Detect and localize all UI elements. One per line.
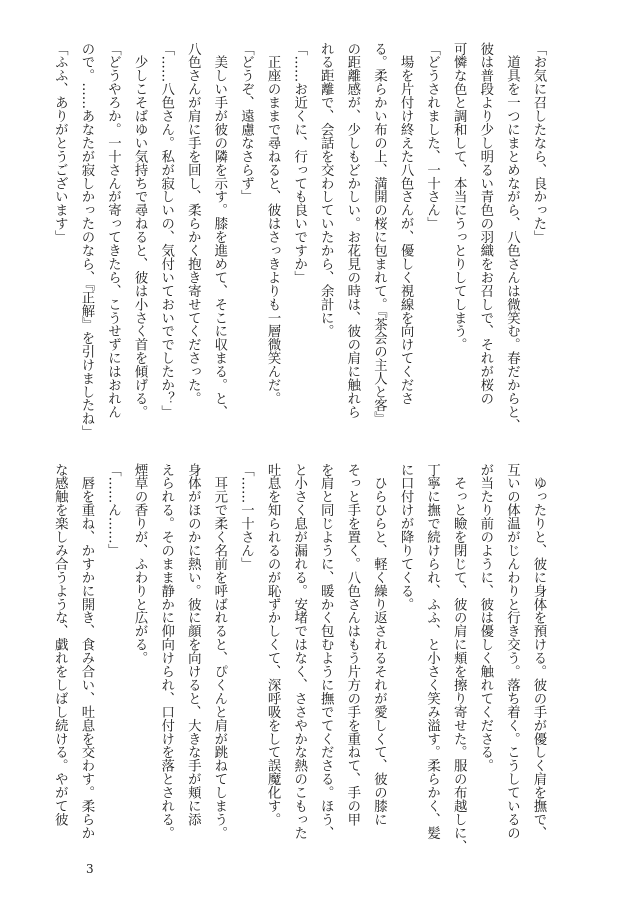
page-number: 3 [86,862,94,876]
text-line: 道具を一つにまとめながら、八色さんは微笑む。春だからと、 [504,42,520,433]
text-line: の距離感が、少しもどかしい。お花見の時は、彼の肩に触れら [344,42,360,419]
text-line: 可憐な色と調和して、本当にうっとりしてしまう。 [451,42,467,352]
text-line: 「ふふ、ありがとうございます」 [52,42,68,244]
text-line: と小さく息が漏れる。安堵ではなく、ささやかな熱のこもった [291,463,307,840]
text-block-lower [52,463,551,854]
text-line: 美しい手が彼の隣を示す。膝を進めて、そこに収まる。と、 [211,42,227,419]
text-line: れる距離で、会話を交わしていたから、余計に。 [318,42,334,338]
text-line: 唇を重ね、かすかに開き、食み合い、吐息を交わす。柔らか [78,463,94,840]
text-line: 「どうやろか。一十さんが寄ってきたら、こうせずにはおれん [105,42,121,419]
text-block-upper [52,42,551,439]
text-line: を肩と同じように、暖かく包むように撫でてくださる。ほう、 [318,463,334,840]
text-line: 少しこそばゆい気持ちで尋ねると、彼は小さく首を傾げる。 [132,42,148,419]
text-line: 「どうぞ、遠慮なさらず」 [238,42,254,204]
text-line: 身体がほのかに熱い。彼に顔を向けると、大きな手が頬に添 [185,463,201,827]
text-line: 丁寧に撫で続けられ、ふふ、と小さく笑み溢す。柔らかく、髪 [424,463,440,840]
text-line: 互いの体温がじんわりと行き交う。落ち着く。こうしているの [504,463,520,840]
text-line: な感触を楽しみ合うような、戯れをしばし続ける。やがて彼 [52,463,68,827]
text-line: 「お気に召したなら、良かった」 [531,42,546,244]
text-line: 場を片付け終えた八色さんが、優しく視線を向けてくださ [398,42,414,406]
text-line: ので。……あなたが寂しかったのなら、『正解』を引けましたね」 [78,42,94,439]
text-line: 「……八色さん。私が寂しいの、気付いておいででしたか？」 [158,42,174,419]
text-line: えられる。そのまま静かに仰向けられ、口付けを落とされる。 [158,463,174,840]
text-line: に口付けが降りてくる。 [398,463,414,611]
text-line: 「……お近くに、行っても良いですか」 [291,42,307,285]
text-line: ひらひらと、軽く繰り返されるそれが愛しくて、彼の膝に [371,463,387,827]
text-line: 八色さんが肩に手を回し、柔らかく抱き寄せてくださった。 [185,42,201,406]
text-line: が当たり前のように、彼は優しく触れてくださる。 [477,463,493,773]
text-line: 正座のままで尋ねると、彼はさっきよりも一層微笑んだ。 [265,42,281,406]
text-line: ゆったりと、彼に身体を預ける。彼の手が優しく肩を撫で、 [531,463,546,840]
text-line: 「どうされました、一十さん」 [424,42,440,231]
text-line: 煙草の香りが、ふわりと広がる。 [132,463,148,665]
text-line: る。柔らかい布の上、満開の桜に包まれて。『茶会の主人と客』 [371,42,387,426]
text-line: 「……一十さん」 [238,463,254,571]
text-line: 彼は普段より少し明るい青色の羽織をお召しで、それが桜の [477,42,493,406]
text-line: そっと手を置く。八色さんはもう片方の手を重ねて、手の甲 [344,463,360,827]
text-line: 「……ん……」 [105,463,121,558]
text-line: 吐息を知られるのが恥ずかしくて、深呼吸をして誤魔化す。 [265,463,281,827]
text-line: 耳元で柔く名前を呼ばれると、ぴくんと肩が跳ねてしまう。 [211,463,227,840]
text-line: そっと瞼を閉じて、彼の肩に頬を擦り寄せた。服の布越しに、 [451,463,467,854]
